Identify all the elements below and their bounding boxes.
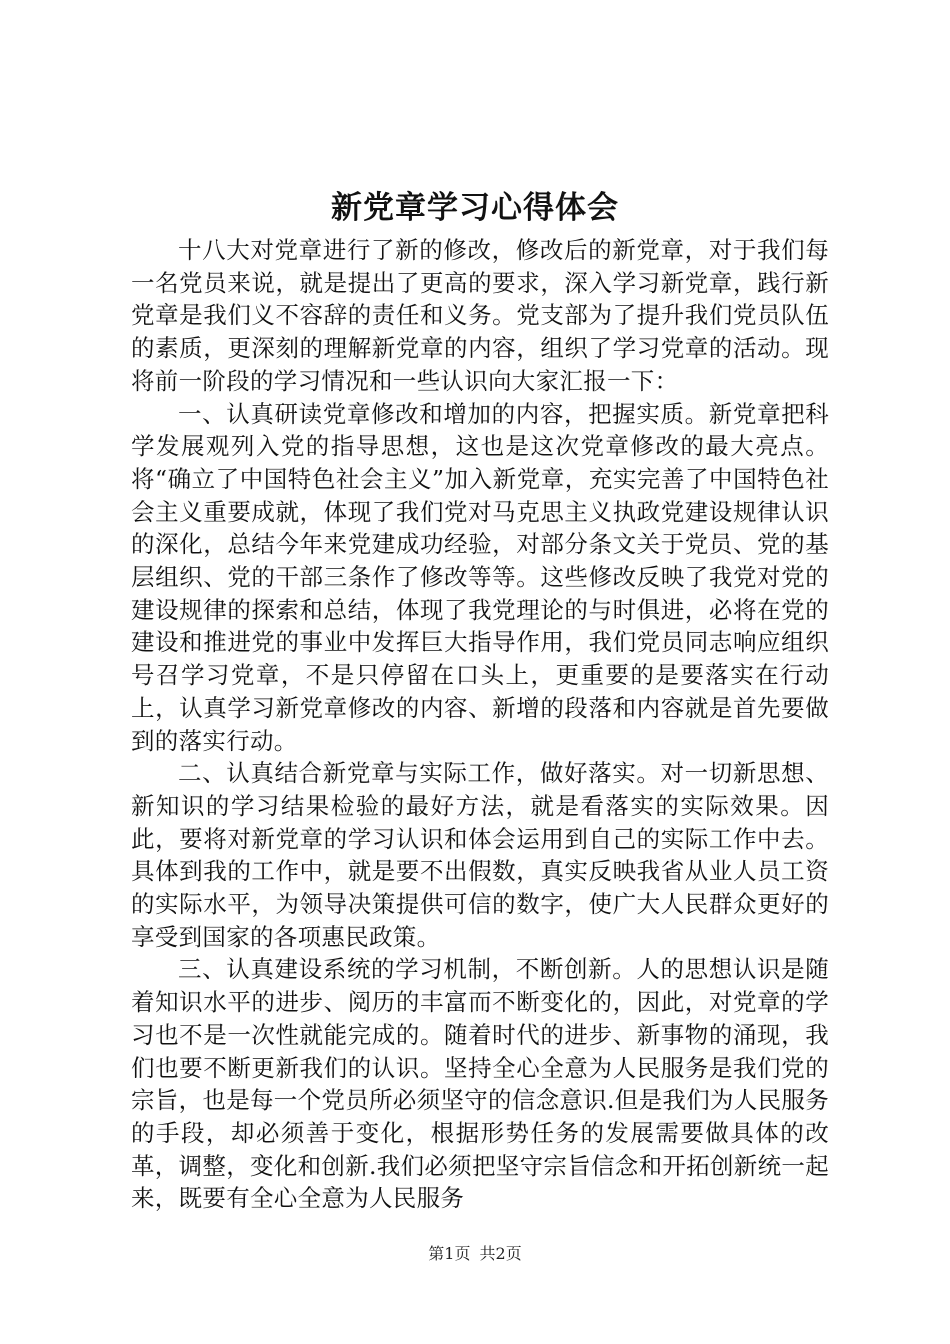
page-total: 共2页 [479,1244,522,1263]
paragraph-point-three: 三、认真建设系统的学习机制，不断创新。人的思想认识是随着知识水平的进步、阅历的丰富而不断变化的，因此，对党章的学习也不是一次性就能完成的。随着时代的进步、新事物的涌现，我们也要不断更新我们的认识。坚持全心全意为人民服务是我们党的宗旨，也是每一个党员所必须坚守的信念意识.但是我们为人民服务的手段，却必须善于变化，根据形势任务的发展需要做具体的改革，调整，变化和创新.我们必须把坚守宗旨信念和开拓创新统一起来，既要有全心全意为人民服务 [131,955,829,1213]
paragraph-point-two: 二、认真结合新党章与实际工作，做好落实。对一切新思想、新知识的学习结果检验的最好方法，就是看落实的实际效果。因此，要将对新党章的学习认识和体会运用到自己的实际工作中去。具体到我的工作中，就是要不出假数，真实反映我省从业人员工资的实际水平，为领导决策提供可信的数字，使广大人民群众更好的享受到国家的各项惠民政策。 [131,759,829,951]
document-title: 新党章学习心得体会 [331,190,619,226]
document-body [131,234,829,1215]
paragraph-point-one: 一、认真研读党章修改和增加的内容，把握实质。新党章把科学发展观列入党的指导思想，这也是这次党章修改的最大亮点。将“确立了中国特色社会主义”加入新党章，充实完善了中国特色社会主义重要成就，体现了我们党对马克思主义执政党建设规律认识的深化，总结今年来党建成功经验，对部分条文关于党员、党的基层组织、党的干部三条作了修改等等。这些修改反映了我党对党的建设规律的探索和总结，体现了我党理论的与时俱进，必将在党的建设和推进党的事业中发挥巨大指导作用，我们党员同志响应组织号召学习党章，不是只停留在口头上，更重要的是要落实在行动上，认真学习新党章修改的内容、新增的段落和内容就是首先要做到的落实行动。 [131,399,829,755]
page-footer [0,1243,950,1265]
paragraph-intro: 十八大对党章进行了新的修改，修改后的新党章，对于我们每一名党员来说，就是提出了更高的要求，深入学习新党章，践行新党章是我们义不容辞的责任和义务。党支部为了提升我们党员队伍的素质，更深刻的理解新党章的内容，组织了学习党章的活动。现将前一阶段的学习情况和一些认识向大家汇报一下： [131,236,829,395]
page-number: 第1页 [428,1244,471,1263]
